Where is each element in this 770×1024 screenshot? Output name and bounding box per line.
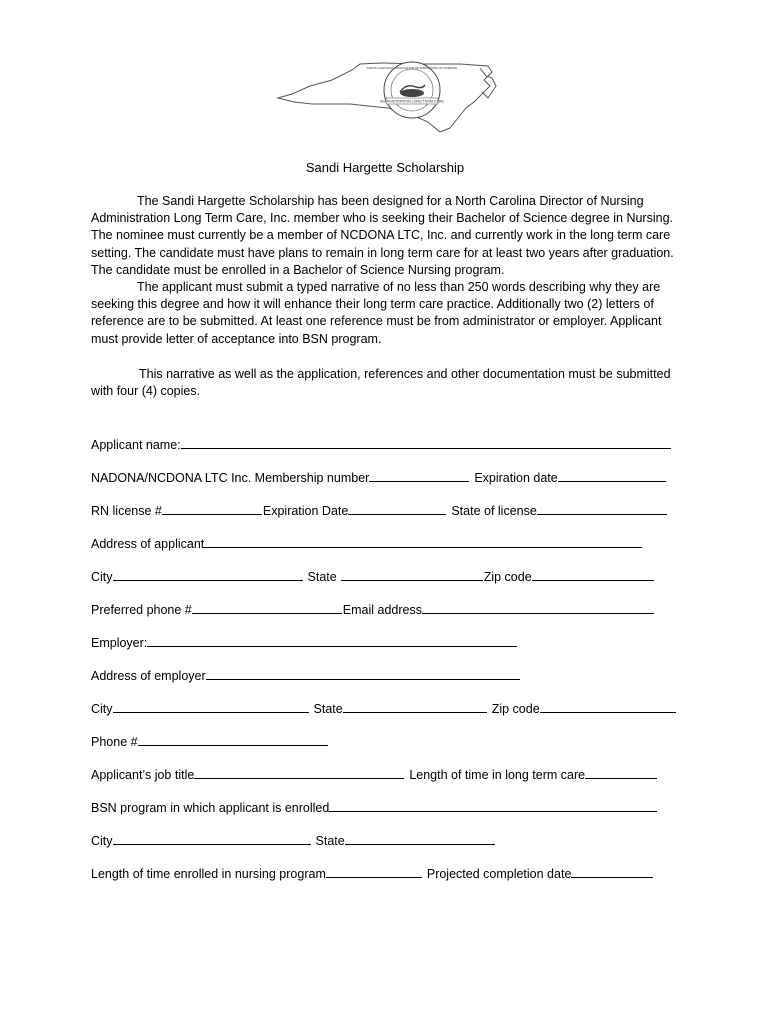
email-address-field[interactable] [422, 601, 654, 614]
state-of-license-field[interactable] [537, 502, 667, 515]
employer-zip-label: Zip code [491, 702, 540, 716]
field-row-program-city [91, 832, 496, 848]
rn-license-label: RN license # [91, 504, 162, 518]
applicant-zip-field[interactable] [532, 568, 654, 581]
program-state-field[interactable] [345, 832, 495, 845]
field-row-applicant-address [91, 535, 643, 551]
program-state-label: State [315, 834, 345, 848]
field-row-employer-city [91, 700, 677, 716]
applicant-address-label: Address of applicant [91, 537, 205, 551]
intro-paragraph: The Sandi Hargette Scholarship has been designed for a North Carolina Director of Nursing Administration Long Term Care, Inc. member who is seeking their Bachelor of Science degree in Nursing. The nominee must currently be a member of NCDONA LTC, Inc. and currently work in the long term care setting. The candidate must have plans to remain in long term care for at least two years after graduation. The candidate must be enrolled in a Bachelor of Science Nursing program. [91, 194, 674, 277]
field-row-membership [91, 469, 667, 485]
applicant-address-field[interactable] [204, 535, 642, 548]
applicant-state-label: State [307, 570, 337, 584]
applicant-name-label: Applicant name: [91, 438, 181, 452]
membership-number-label: NADONA/NCDONA LTC Inc. Membership number [91, 471, 370, 485]
employer-state-label: State [313, 702, 343, 716]
applicant-city-label: City [91, 570, 113, 584]
field-row-phone-email [91, 601, 655, 617]
field-row-employer-phone [91, 733, 329, 749]
bsn-program-label: BSN program in which applicant is enrolled [91, 801, 330, 815]
membership-expiration-field[interactable] [558, 469, 666, 482]
employer-city-field[interactable] [113, 700, 309, 713]
program-city-label: City [91, 834, 113, 848]
requirements-paragraph: The applicant must submit a typed narrative of no less than 250 words describing why they are seeking this degree and how it will enhance their long term care practice. Additionally two (2) letters of reference are to be submitted. At least one reference must be from administrator or employer. Applicant must provide letter of acceptance into BSN program. [91, 280, 662, 346]
email-address-label: Email address [342, 603, 422, 617]
preferred-phone-field[interactable] [192, 601, 342, 614]
applicant-city-field[interactable] [113, 568, 303, 581]
field-row-enrollment [91, 865, 654, 881]
field-row-applicant-city [91, 568, 655, 584]
field-row-rn-license [91, 502, 668, 518]
projected-completion-field[interactable] [571, 865, 653, 878]
bsn-program-field[interactable] [329, 799, 657, 812]
job-title-label: Applicant’s job title [91, 768, 195, 782]
field-row-employer [91, 634, 518, 650]
employer-city-label: City [91, 702, 113, 716]
job-title-field[interactable] [194, 766, 404, 779]
projected-completion-label: Projected completion date [426, 867, 572, 881]
employer-field[interactable] [147, 634, 517, 647]
state-of-license-label: State of license [451, 504, 537, 518]
employer-address-field[interactable] [206, 667, 520, 680]
preferred-phone-label: Preferred phone # [91, 603, 192, 617]
employer-phone-field[interactable] [138, 733, 328, 746]
length-enrolled-field[interactable] [326, 865, 422, 878]
seal-text-bottom: ADMINISTRATION LONG TERM CARE [380, 99, 444, 104]
employer-state-field[interactable] [343, 700, 487, 713]
membership-number-field[interactable] [369, 469, 469, 482]
employer-phone-label: Phone # [91, 735, 138, 749]
membership-expiration-label: Expiration date [474, 471, 558, 485]
field-row-job-title [91, 766, 658, 782]
applicant-zip-label: Zip code [483, 570, 532, 584]
employer-address-label: Address of employer [91, 669, 206, 683]
rn-expiration-field[interactable] [348, 502, 446, 515]
program-city-field[interactable] [113, 832, 311, 845]
submission-paragraph: This narrative as well as the application, references and other documentation must be submitted with four (4) copies. [91, 367, 671, 399]
employer-zip-field[interactable] [540, 700, 676, 713]
field-row-employer-address [91, 667, 521, 683]
employer-label: Employer: [91, 636, 148, 650]
rn-expiration-label: Expiration Date [262, 504, 349, 518]
length-enrolled-label: Length of time enrolled in nursing program [91, 867, 326, 881]
seal-text-top: NORTH CAROLINA ASSOCIATION OF DIRECTORS OF NURSING [366, 66, 458, 70]
applicant-name-field[interactable] [181, 436, 671, 449]
length-ltc-label: Length of time in long term care [409, 768, 586, 782]
applicant-state-field[interactable] [341, 568, 483, 581]
length-ltc-field[interactable] [585, 766, 657, 779]
nc-map-seal-logo [270, 56, 502, 138]
field-row-applicant-name [91, 436, 672, 452]
rn-license-field[interactable] [162, 502, 262, 515]
page-title: Sandi Hargette Scholarship [305, 160, 465, 175]
field-row-bsn-program [91, 799, 658, 815]
